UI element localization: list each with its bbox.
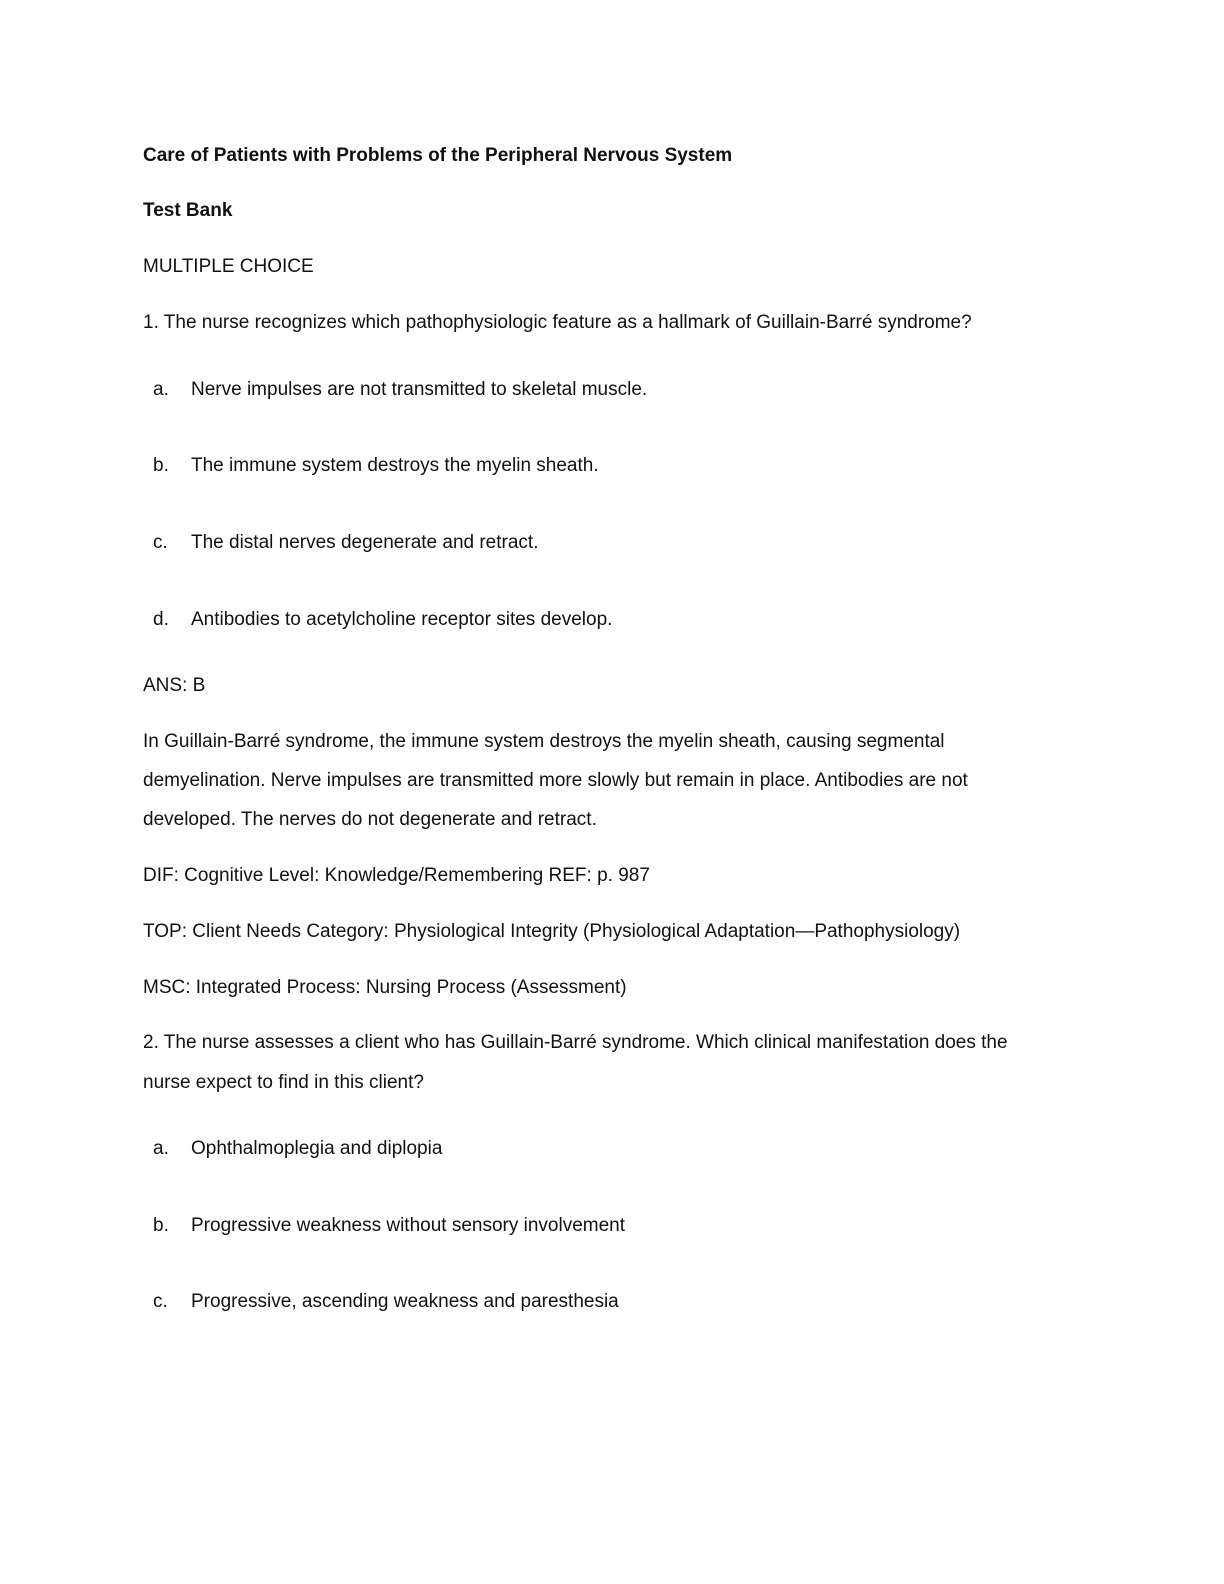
question-1-dif: DIF: Cognitive Level: Knowledge/Remembering REF: p. 987 — [143, 865, 650, 886]
option-letter: a. — [153, 1138, 169, 1159]
option-text: The distal nerves degenerate and retract. — [191, 532, 539, 553]
option-letter: b. — [153, 1215, 169, 1236]
option-text: Progressive, ascending weakness and paresthesia — [191, 1291, 619, 1312]
option-letter: a. — [153, 379, 169, 400]
option-letter: c. — [153, 532, 168, 553]
option-text: Nerve impulses are not transmitted to skeletal muscle. — [191, 379, 648, 400]
option-letter: c. — [153, 1291, 168, 1312]
option-letter: d. — [153, 609, 169, 630]
document-subtitle: Test Bank — [143, 200, 233, 221]
question-1-rationale-line: demyelination. Nerve impulses are transmitted more slowly but remain in place. Antibodies are not — [143, 770, 968, 791]
document-title: Care of Patients with Problems of the Peripheral Nervous System — [143, 145, 733, 166]
option-text: Progressive weakness without sensory involvement — [191, 1215, 626, 1236]
question-1-msc: MSC: Integrated Process: Nursing Process (Assessment) — [143, 977, 627, 998]
option-text: Antibodies to acetylcholine receptor sites develop. — [191, 609, 613, 630]
question-2-stem-line: nurse expect to find in this client? — [143, 1072, 424, 1093]
question-1-rationale-line: developed. The nerves do not degenerate and retract. — [143, 809, 597, 830]
option-text: Ophthalmoplegia and diplopia — [191, 1138, 443, 1159]
question-1-stem: 1. The nurse recognizes which pathophysiologic feature as a hallmark of Guillain-Barré syndrome? — [143, 312, 972, 333]
question-1-rationale-line: In Guillain-Barré syndrome, the immune system destroys the myelin sheath, causing segmental — [143, 731, 945, 752]
question-2-stem-line: 2. The nurse assesses a client who has Guillain-Barré syndrome. Which clinical manifestation does the — [143, 1032, 1008, 1053]
question-1-top: TOP: Client Needs Category: Physiological Integrity (Physiological Adaptation—Pathophysiology) — [143, 921, 961, 942]
section-heading: MULTIPLE CHOICE — [143, 256, 314, 277]
option-text: The immune system destroys the myelin sheath. — [191, 455, 599, 476]
question-1-answer: ANS: B — [143, 675, 206, 696]
option-letter: b. — [153, 455, 169, 476]
